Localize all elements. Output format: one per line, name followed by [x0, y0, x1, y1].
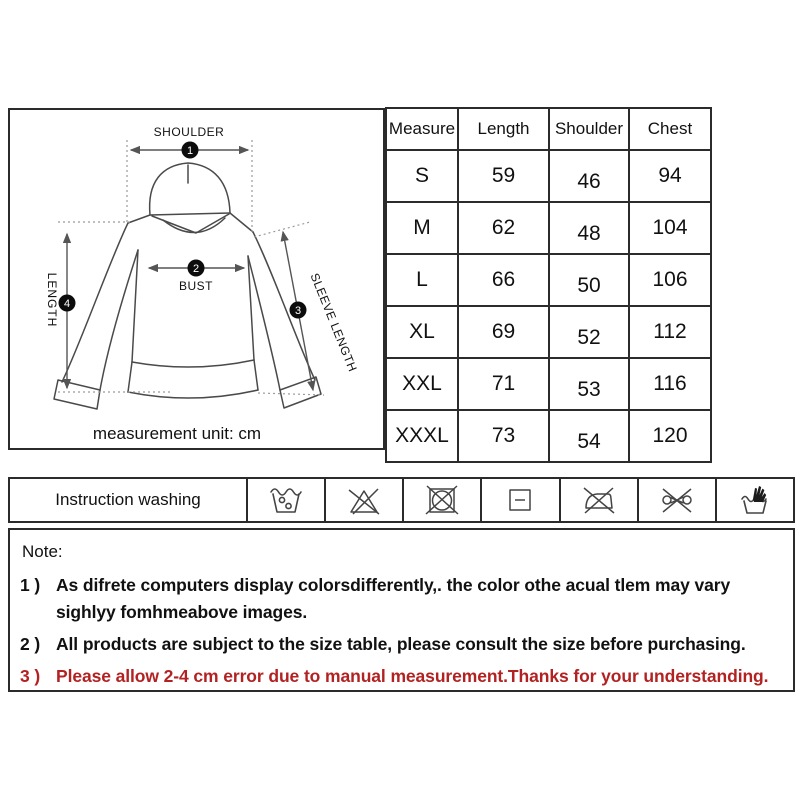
cell-chest: 116	[629, 358, 711, 410]
table-row	[386, 358, 711, 410]
bust-label: BUST	[178, 279, 214, 293]
note-item-3	[20, 663, 781, 690]
table-row	[386, 306, 711, 358]
cell-chest: 120	[629, 410, 711, 462]
cell-shoulder: 53	[549, 358, 629, 410]
length-label: LENGTH	[45, 272, 59, 328]
sleeve-length-label: SLEEVE LENGTH	[307, 271, 360, 374]
shoulder-marker: 1	[186, 145, 194, 157]
cell-length: 71	[458, 358, 549, 410]
cell-shoulder: 52	[549, 306, 629, 358]
col-length: Length	[458, 108, 549, 150]
cell-size: XL	[386, 306, 458, 358]
cell-length: 73	[458, 410, 549, 462]
table-row	[386, 150, 711, 202]
cell-length: 66	[458, 254, 549, 306]
cell-chest: 106	[629, 254, 711, 306]
do-not-wring-icon	[658, 483, 696, 517]
hand-wash-icon	[736, 483, 774, 517]
note-title: Note:	[22, 542, 63, 561]
size-table-header-row	[386, 108, 711, 150]
cell-shoulder: 50	[549, 254, 629, 306]
washing-cell	[561, 479, 639, 521]
bust-marker: 2	[192, 263, 200, 275]
washing-instruction-label: Instruction washing	[10, 479, 248, 521]
cell-chest: 94	[629, 150, 711, 202]
measurement-unit-note: measurement unit: cm	[92, 424, 262, 443]
size-table	[385, 107, 712, 463]
note-item-marker: 1 )	[20, 575, 41, 595]
table-row	[386, 410, 711, 462]
cell-chest: 112	[629, 306, 711, 358]
note-item-marker: 3 )	[20, 666, 41, 687]
cell-size: M	[386, 202, 458, 254]
col-shoulder: Shoulder	[549, 108, 629, 150]
shoulder-label: SHOULDER	[153, 125, 225, 139]
cell-length: 59	[458, 150, 549, 202]
table-row	[386, 202, 711, 254]
cell-shoulder: 46	[549, 150, 629, 202]
cell-size: XXL	[386, 358, 458, 410]
cell-length: 62	[458, 202, 549, 254]
note-item-marker: 2 )	[20, 634, 41, 655]
col-measure: Measure	[386, 108, 458, 150]
cell-shoulder: 54	[549, 410, 629, 462]
do-not-bleach-icon	[345, 483, 383, 517]
do-not-tumble-dry-icon	[423, 483, 461, 517]
cell-chest: 104	[629, 202, 711, 254]
cell-size: L	[386, 254, 458, 306]
hoodie-diagram	[10, 110, 383, 448]
dry-flat-icon	[501, 483, 539, 517]
note-item-1	[20, 572, 781, 626]
note-item-text: As difrete computers display colorsdifferently,. the color othe acual tlem may vary sighlyy fomhmeabove images.	[56, 575, 731, 623]
cell-length: 69	[458, 306, 549, 358]
length-marker: 4	[63, 298, 71, 310]
washing-instruction-strip	[8, 477, 795, 523]
sleeve-marker: 3	[294, 305, 302, 317]
do-not-iron-icon	[580, 483, 618, 517]
cell-shoulder: 48	[549, 202, 629, 254]
washing-cell	[717, 479, 793, 521]
washing-cell	[248, 479, 326, 521]
table-row	[386, 254, 711, 306]
note-item-text: Please allow 2-4 cm error due to manual measurement.Thanks for your understanding.	[56, 666, 769, 687]
washing-cell	[326, 479, 404, 521]
cell-size: S	[386, 150, 458, 202]
measurement-diagram-panel	[8, 108, 385, 450]
machine-wash-icon	[267, 483, 305, 517]
washing-cell	[482, 479, 560, 521]
note-item-2	[20, 631, 781, 658]
washing-cell	[639, 479, 717, 521]
washing-cell	[404, 479, 482, 521]
note-box	[8, 528, 795, 692]
note-item-text: All products are subject to the size table, please consult the size before purchasing.	[56, 634, 746, 655]
size-table-section	[385, 107, 710, 453]
cell-size: XXXL	[386, 410, 458, 462]
col-chest: Chest	[629, 108, 711, 150]
